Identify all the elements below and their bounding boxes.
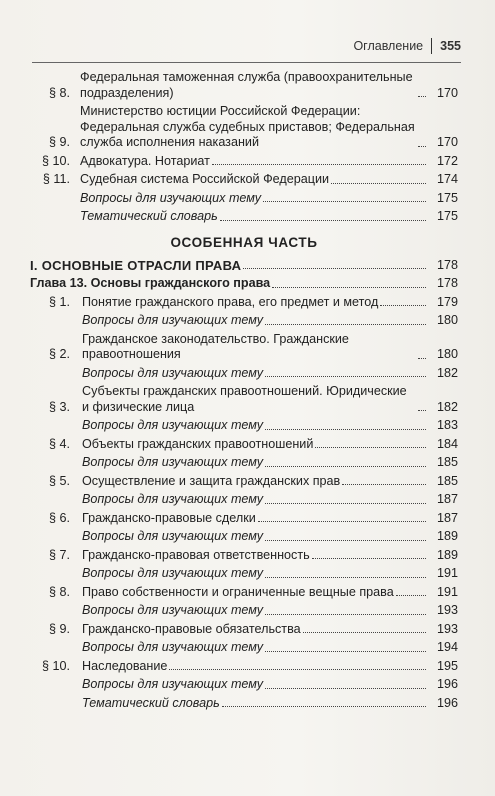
toc-entry (30, 172, 458, 188)
special-part-heading: ОСОБЕННАЯ ЧАСТЬ (170, 234, 318, 250)
leader-dots (418, 96, 426, 97)
entry-number: § 3. (48, 399, 70, 414)
leader-dots (342, 484, 426, 485)
toc-subentry (30, 677, 458, 693)
entry-title: Понятие гражданского права, его предмет и метод (82, 294, 379, 309)
leader-dots (265, 503, 426, 504)
header-rule (32, 62, 461, 63)
entry-title: Вопросы для изучающих тему (82, 418, 264, 432)
toc-entry (30, 384, 458, 415)
entry-page: 193 (436, 603, 458, 617)
leader-dots (265, 614, 426, 615)
leader-dots (380, 305, 426, 306)
toc-subentry (30, 566, 458, 582)
leader-dots (265, 651, 426, 652)
entry-number: § 6. (48, 510, 70, 525)
entry-title: Вопросы для изучающих тему (82, 529, 264, 543)
entry-page: 182 (436, 399, 458, 414)
entry-title: Наследование (82, 658, 168, 673)
leader-dots (265, 688, 426, 689)
entry-title: Тематический словарь (80, 209, 218, 223)
toc-subentry (30, 696, 458, 712)
entry-title: Вопросы для изучающих тему (80, 190, 262, 205)
toc-entry (30, 622, 458, 638)
leader-dots (169, 669, 426, 670)
toc-subentry (30, 191, 458, 207)
leader-dots (265, 376, 426, 377)
toc-part-entry (30, 258, 458, 274)
toc-chapter-list (30, 295, 458, 712)
entry-page: 196 (436, 677, 458, 691)
entry-page: 193 (436, 621, 458, 636)
entry-title: Тематический словарь (82, 695, 220, 710)
toc-entry (30, 659, 458, 675)
entry-title: Вопросы для изучающих тему (82, 313, 264, 327)
entry-number: § 11. (42, 172, 70, 186)
entry-page: 191 (436, 584, 458, 599)
entry-title: Федеральная таможенная служба (правоохранительные подразделения) (80, 70, 413, 100)
entry-title: Право собственности и ограниченные вещные права (82, 584, 394, 599)
leader-dots (258, 521, 426, 522)
leader-dots (265, 466, 426, 467)
toc-entry (30, 70, 458, 101)
leader-dots (265, 324, 426, 325)
leader-dots (303, 632, 426, 633)
leader-dots (418, 146, 426, 147)
entry-page: 175 (436, 209, 458, 223)
entry-title: Вопросы для изучающих тему (82, 492, 264, 506)
entry-title: Гражданско-правовые сделки (82, 510, 256, 525)
entry-page: 196 (436, 695, 458, 710)
entry-number: § 10. (41, 658, 70, 673)
toc-entry (30, 548, 458, 564)
running-header-section: Оглавление (353, 39, 424, 53)
leader-dots (265, 540, 426, 541)
entry-title: Вопросы для изучающих тему (82, 455, 264, 469)
entry-number: § 10. (41, 153, 70, 168)
entry-page: 170 (436, 135, 458, 149)
entry-number: § 4. (48, 436, 70, 451)
running-header (353, 38, 461, 54)
toc-top-list (30, 70, 458, 225)
entry-number: § 5. (48, 473, 70, 488)
entry-page: 179 (436, 294, 458, 309)
toc-chapter-entry (30, 276, 458, 292)
leader-dots (212, 164, 426, 165)
leader-dots (220, 220, 426, 221)
entry-number: § 2. (48, 347, 70, 361)
entry-title: Вопросы для изучающих тему (82, 677, 264, 691)
entry-number: § 1. (48, 294, 70, 309)
header-separator (431, 38, 432, 54)
entry-number: § 7. (48, 547, 70, 562)
toc-entry (30, 585, 458, 601)
entry-title: Вопросы для изучающих тему (82, 640, 264, 654)
chapter-page: 178 (436, 276, 458, 290)
toc-subentry (30, 313, 458, 329)
toc-entry (30, 437, 458, 453)
entry-title: Вопросы для изучающих тему (82, 365, 264, 380)
entry-title: Гражданское законодательство. Гражданские правоотношения (82, 331, 349, 361)
entry-title: Гражданско-правовая ответственность (82, 547, 310, 562)
toc-subentry (30, 640, 458, 656)
toc-entry (30, 295, 458, 311)
toc-subentry (30, 492, 458, 508)
entry-page: 172 (436, 153, 458, 168)
entry-page: 175 (436, 190, 458, 205)
entry-page: 182 (436, 365, 458, 380)
entry-page: 187 (436, 492, 458, 506)
entry-title: Объекты гражданских правоотношений (82, 436, 314, 451)
toc-entry (30, 511, 458, 527)
toc-entry (30, 474, 458, 490)
entry-title: Вопросы для изучающих тему (82, 566, 264, 580)
toc-subentry (30, 455, 458, 471)
entry-title: Осуществление и защита гражданских прав (82, 473, 341, 488)
leader-dots (265, 429, 426, 430)
entry-page: 194 (436, 640, 458, 654)
part-page: 178 (436, 257, 458, 272)
entry-title: Вопросы для изучающих тему (82, 603, 264, 617)
leader-dots (315, 447, 426, 448)
entry-number: § 9. (48, 135, 70, 149)
leader-dots (312, 558, 426, 559)
chapter-title: Глава 13. Основы гражданского права (30, 276, 271, 290)
entry-page: 191 (436, 566, 458, 580)
leader-dots (418, 410, 426, 411)
part-title: I. ОСНОВНЫЕ ОТРАСЛИ ПРАВА (30, 257, 242, 273)
toc-subentry (30, 603, 458, 619)
entry-page: 184 (436, 436, 458, 451)
leader-dots (331, 183, 426, 184)
table-of-contents (30, 70, 458, 714)
leader-dots (396, 595, 426, 596)
leader-dots (265, 577, 426, 578)
entry-page: 174 (436, 172, 458, 186)
entry-title: Гражданско-правовые обязательства (82, 621, 301, 636)
entry-page: 180 (436, 313, 458, 327)
leader-dots (272, 287, 426, 288)
entry-page: 183 (436, 418, 458, 432)
entry-number: § 8. (48, 584, 70, 599)
toc-entry (30, 104, 458, 151)
entry-page: 189 (436, 547, 458, 562)
toc-subentry (30, 418, 458, 434)
entry-number: § 9. (48, 621, 70, 636)
leader-dots (263, 201, 426, 202)
leader-dots (418, 358, 426, 359)
toc-subentry (30, 209, 458, 225)
toc-subentry (30, 529, 458, 545)
toc-subentry (30, 366, 458, 382)
page-number: 355 (440, 39, 461, 53)
entry-page: 185 (436, 473, 458, 488)
entry-title: Субъекты гражданских правоотношений. Юридические и физические лица (82, 384, 407, 414)
entry-page: 170 (436, 85, 458, 100)
entry-page: 187 (436, 510, 458, 525)
toc-entry (30, 332, 458, 363)
leader-dots (222, 706, 426, 707)
leader-dots (243, 268, 426, 269)
toc-entry (30, 154, 458, 170)
entry-title: Министерство юстиции Российской Федерации: Федеральная служба судебных приставов; Федеральная служба исполнения наказаний (80, 104, 415, 149)
entry-title: Судебная система Российской Федерации (80, 172, 330, 186)
entry-page: 185 (436, 455, 458, 469)
entry-page: 189 (436, 529, 458, 543)
entry-page: 180 (436, 347, 458, 361)
entry-page: 195 (436, 658, 458, 673)
entry-title: Адвокатура. Нотариат (80, 153, 210, 168)
entry-number: § 8. (48, 85, 70, 100)
